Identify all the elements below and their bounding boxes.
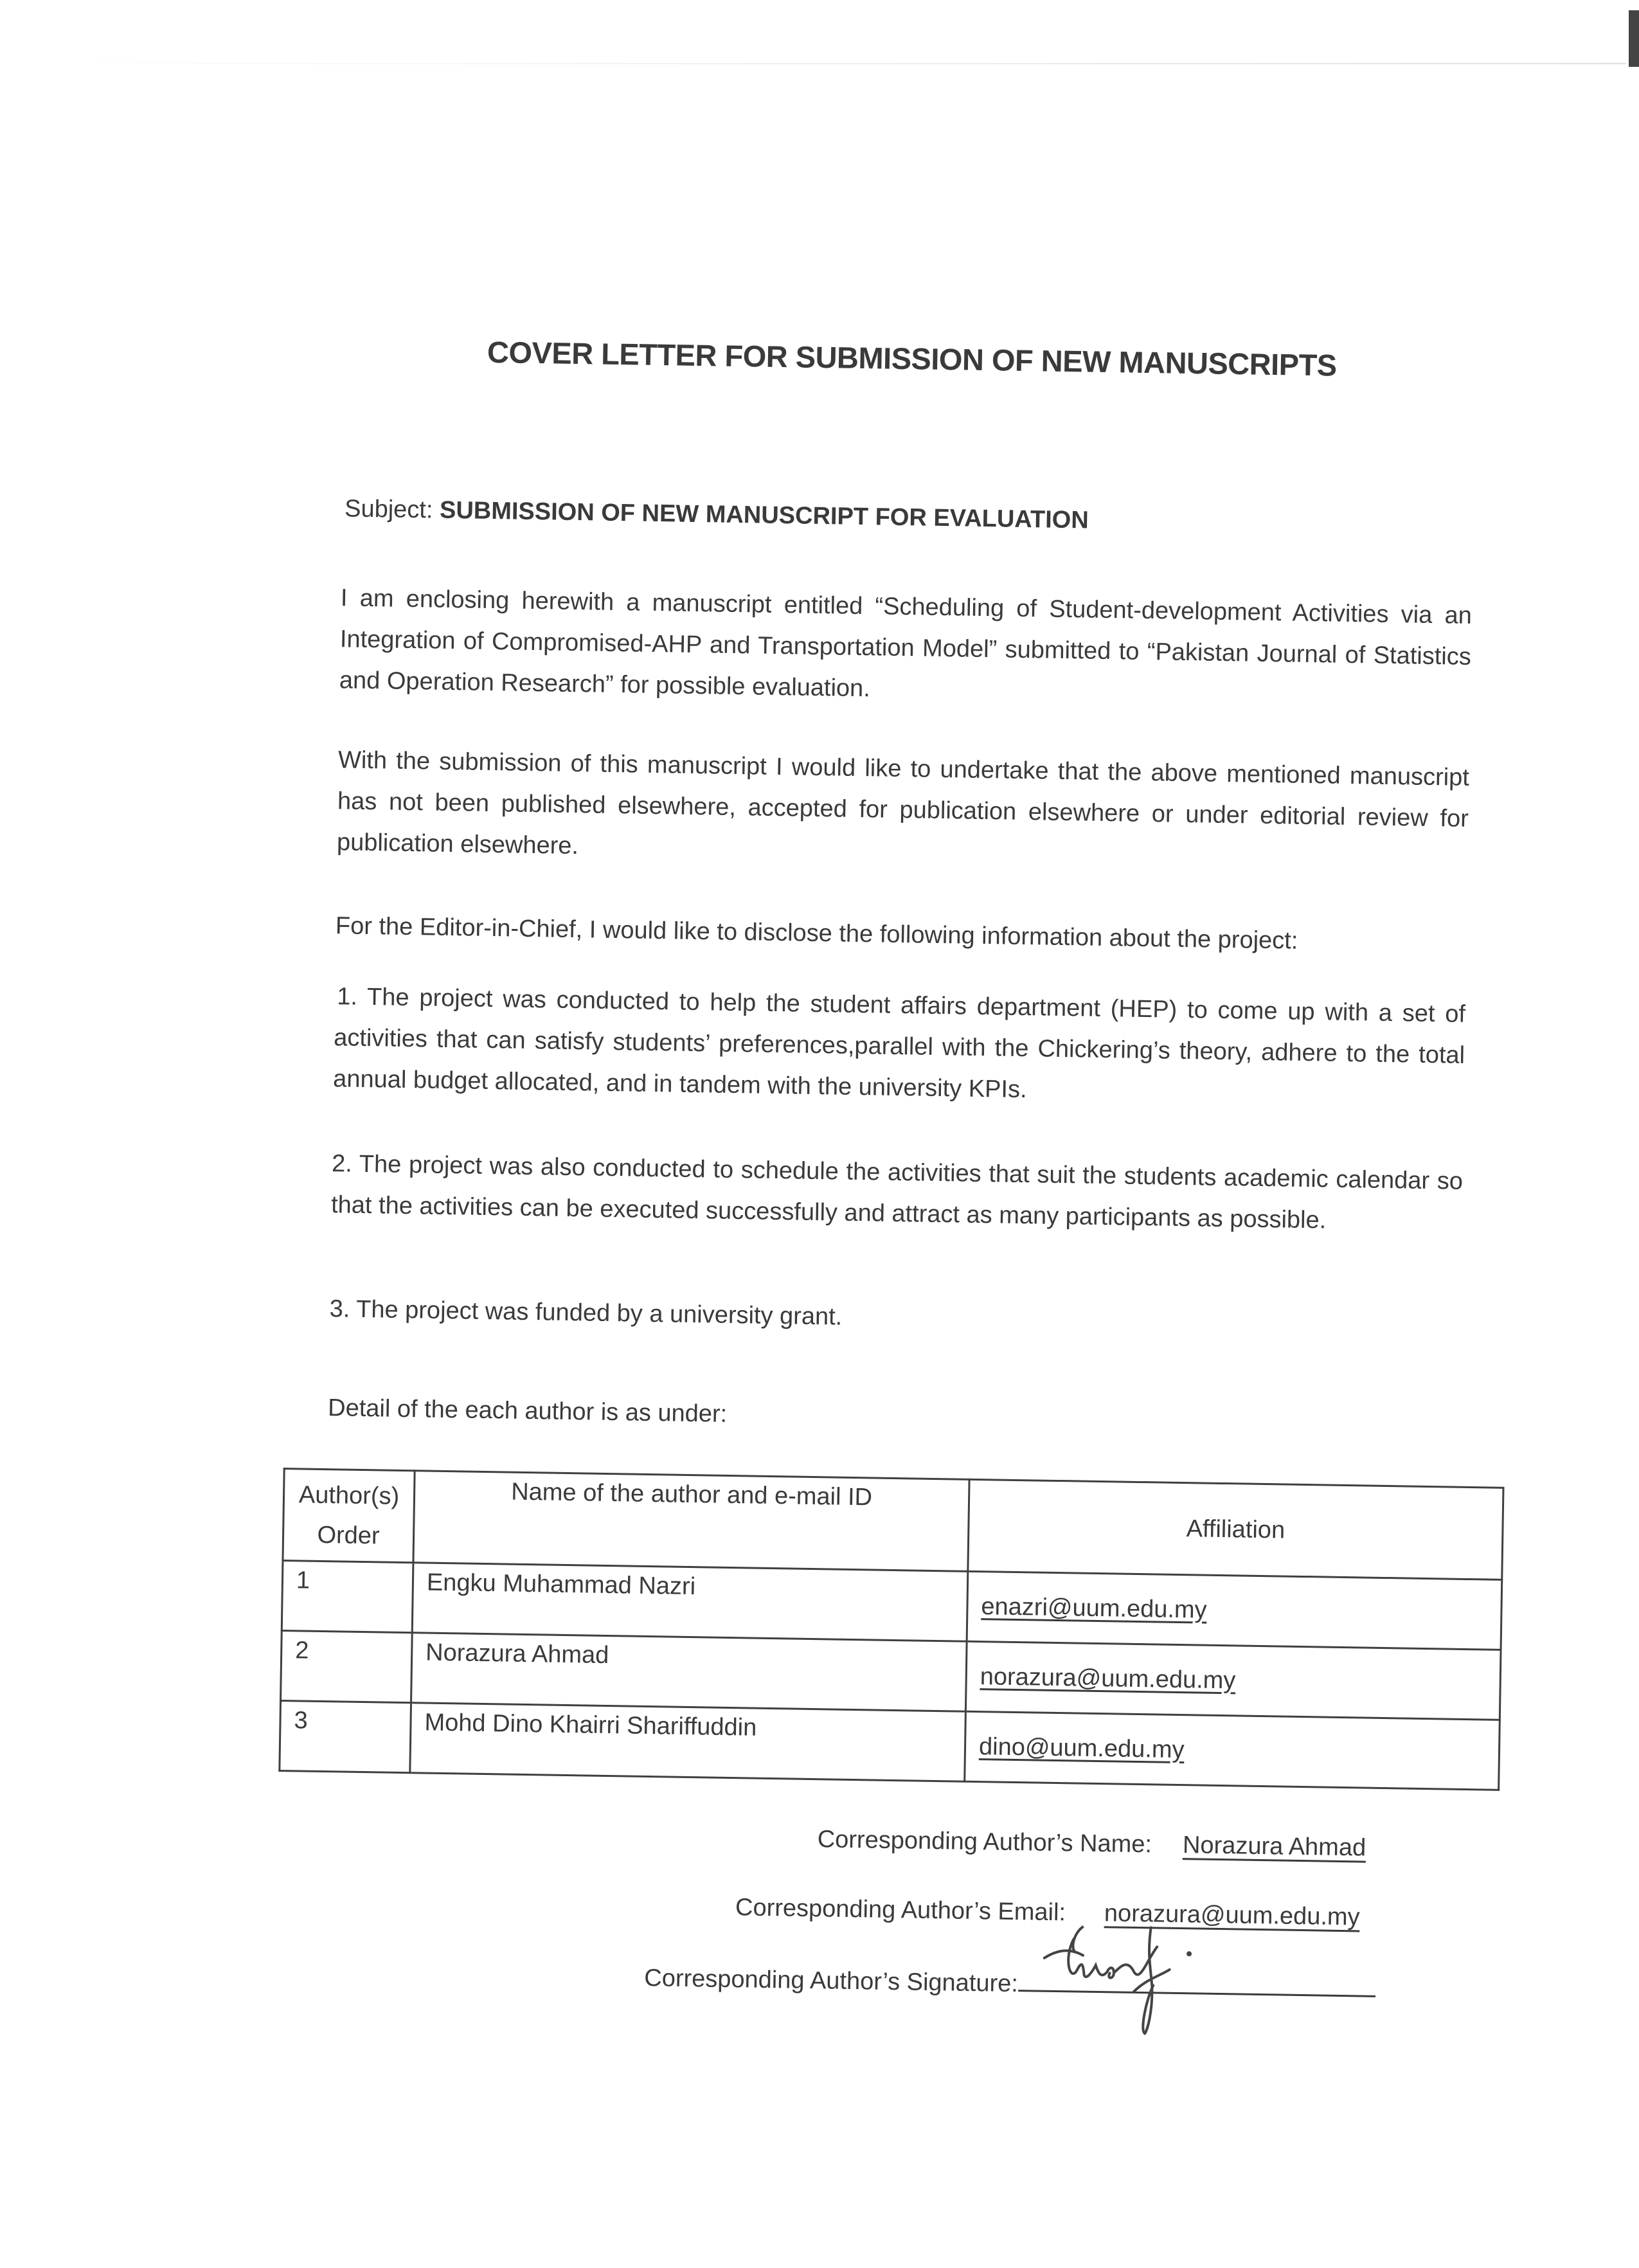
paragraph-manuscript-intro: I am enclosing herewith a manuscript entitled “Scheduling of Student-development Activities via an Integration of Compromised-AHP and Transportation Model” submitted to “Pakistan Journal of Statistics and Operation Research” for possible evaluation. [339, 584, 1473, 703]
corresponding-email-value[interactable]: norazura@uum.edu.my [1104, 1900, 1360, 1931]
header-author-order: Author(s) Order [283, 1469, 415, 1563]
header-name-email: Name of the author and e-mail ID [413, 1471, 969, 1572]
paragraph-disclosure-intro: For the Editor-in-Chief, I would like to disclose the following information about the project: [335, 912, 1298, 955]
disclosure-item-3: 3. The project was funded by a university grant. [329, 1295, 843, 1331]
author-name: Norazura Ahmad [411, 1633, 967, 1712]
author-name: Engku Muhammad Nazri [412, 1563, 968, 1642]
corresponding-name-line [817, 1826, 1366, 1862]
handwritten-signature-icon [1037, 1920, 1231, 2045]
signature-field [1018, 1964, 1376, 1997]
subject-label: Subject: [344, 495, 440, 524]
corresponding-email-label: Corresponding Author’s Email: [735, 1894, 1066, 1927]
disclosure-item-2: 2. The project was also conducted to schedule the activities that suit the students academic calendar so that the activities can be executed successfully and attract as many participants as possible. [330, 1150, 1464, 1234]
corresponding-signature-line [644, 1958, 1375, 2004]
author-order: 3 [280, 1701, 411, 1773]
author-detail-intro: Detail of the each author is as under: [327, 1394, 728, 1428]
corresponding-signature-label: Corresponding Author’s Signature: [644, 1964, 1019, 1998]
author-email-link[interactable]: norazura@uum.edu.my [980, 1662, 1236, 1694]
subject-value: SUBMISSION OF NEW MANUSCRIPT FOR EVALUATION [439, 496, 1089, 534]
author-affiliation-cell [965, 1711, 1500, 1790]
disclosure-item-1: 1. The project was conducted to help the student affairs department (HEP) to come up with a set of activities that can satisfy students’ preferences,parallel with the Chickering’s theory, adhere to the total annual budget allocated, and in tandem with the university KPIs. [332, 983, 1466, 1104]
corresponding-name-value: Norazura Ahmad [1182, 1832, 1366, 1862]
paragraph-undertaking: With the submission of this manuscript I would like to undertake that the above mentioned manuscript has not been published elsewhere, accepted for publication elsewhere or under editorial review for publication elsewhere. [336, 746, 1470, 860]
author-affiliation-cell [965, 1641, 1501, 1720]
author-email-link[interactable]: enazri@uum.edu.my [981, 1592, 1207, 1624]
header-affiliation: Affiliation [968, 1479, 1503, 1580]
author-email-link[interactable]: dino@uum.edu.my [978, 1733, 1185, 1763]
author-order: 1 [282, 1561, 413, 1633]
subject-line [345, 495, 1089, 534]
page-title: COVER LETTER FOR SUBMISSION OF NEW MANUSCRIPTS [487, 334, 1338, 382]
author-affiliation-cell [967, 1571, 1502, 1650]
corresponding-name-label: Corresponding Author’s Name: [817, 1826, 1152, 1859]
author-order: 2 [281, 1631, 413, 1703]
author-name: Mohd Dino Khairri Shariffuddin [410, 1703, 966, 1782]
authors-table [278, 1468, 1504, 1791]
